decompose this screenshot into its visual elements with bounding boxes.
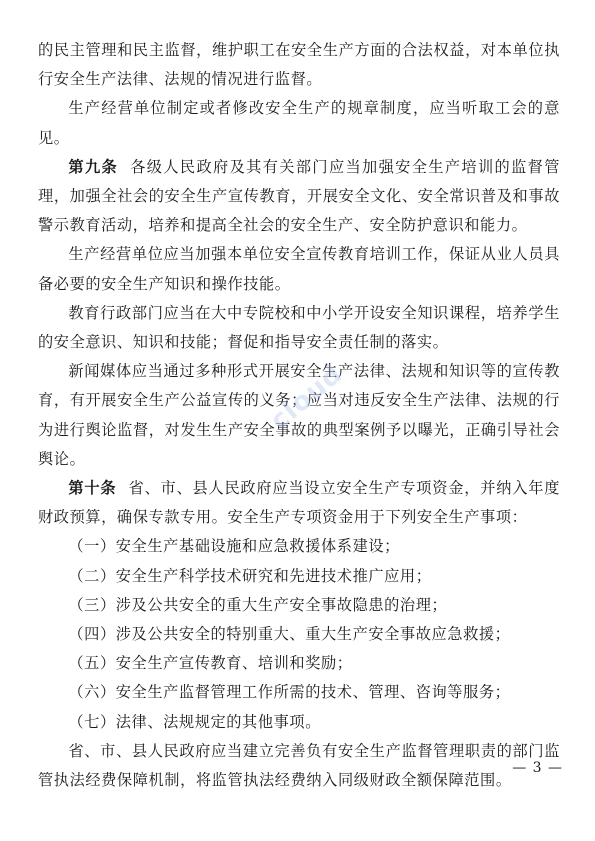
page-number: — 3 —: [512, 760, 563, 776]
list-item: （六）安全生产监督管理工作所需的技术、管理、咨询等服务；: [68, 683, 511, 702]
document-body: [38, 36, 560, 795]
list-item: （一）安全生产基础设施和应急救援体系建设；: [68, 537, 400, 556]
article-text: 各级人民政府及其有关部门应当加强安全生产培训的监督管理，加强全社会的安全生产宣传教育，开展安全文化、安全常识普及和事故警示教育活动，培养和提高全社会的安全生产、安全防护意识和能力。: [38, 157, 560, 235]
list-item: （五）安全生产宣传教育、培训和奖励；: [68, 654, 353, 673]
watermark: cloud: [264, 359, 349, 437]
paragraph: 的民主管理和民主监督，维护职工在安全生产方面的合法权益，对本单位执行安全生产法律、法规的情况进行监督。: [38, 41, 560, 89]
article-text: 省、市、县人民政府应当设立安全生产专项资金，并纳入年度财政预算，确保专款专用。安全生产专项资金用于下列安全生产事项：: [38, 479, 560, 527]
paragraph: 生产经营单位制定或者修改安全生产的规章制度，应当听取工会的意见。: [38, 99, 560, 147]
article-9: [38, 153, 560, 241]
paragraph: 新闻媒体应当通过多种形式开展安全生产法律、法规和知识等的宣传教育，有开展安全生产公益宣传的义务；应当对违反安全生产法律、法规的行为进行舆论监督，对发生生产安全事故的典型案例予以曝光，正确引导社会舆论。: [38, 362, 560, 468]
list-item: （七）法律、法规规定的其他事项。: [68, 712, 321, 731]
paragraph: 生产经营单位应当加强本单位安全宣传教育培训工作，保证从业人员具备必要的安全生产知识和操作技能。: [38, 245, 560, 293]
list-item: （三）涉及公共安全的重大生产安全事故隐患的治理；: [68, 595, 448, 614]
list-item: （四）涉及公共安全的特别重大、重大生产安全事故应急救援；: [68, 625, 511, 644]
article-label: 第十条: [68, 479, 117, 498]
article-10: [38, 474, 560, 532]
list-item: （二）安全生产科学技术研究和先进技术推广应用；: [68, 566, 432, 585]
paragraph: 省、市、县人民政府应当建立完善负有安全生产监督管理职责的部门监管执法经费保障机制，将监管执法经费纳入同级财政全额保障范围。: [38, 741, 560, 790]
article-label: 第九条: [68, 157, 119, 176]
paragraph: 教育行政部门应当在大中专院校和中小学开设安全知识课程，培养学生的安全意识、知识和技能；督促和指导安全责任制的落实。: [38, 303, 560, 352]
